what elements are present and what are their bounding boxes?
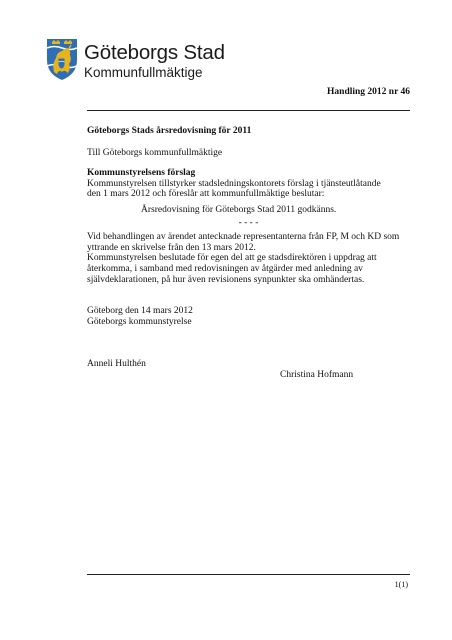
note-line-1: Vid behandlingen av ärendet antecknade representanterna från FP, M och KD som <box>87 232 400 243</box>
assignment-line-3: självdeklarationen, på hur även revisionens synpunkter ska omhändertas. <box>87 274 365 285</box>
signatory-left: Anneli Hulthén <box>87 359 146 370</box>
org-subtitle: Kommunfullmäktige <box>84 65 203 80</box>
city-crest-icon <box>44 36 80 82</box>
place-date: Göteborg den 14 mars 2012 <box>87 306 193 317</box>
note-line-2: yttrande en skrivelse från den 13 mars 2012. <box>87 242 256 253</box>
header-divider <box>87 110 410 111</box>
recipient-line: Till Göteborgs kommunfullmäktige <box>87 147 223 158</box>
board-name: Göteborgs kommunstyrelse <box>87 316 192 327</box>
assignment-line-2: återkomma, i samband med redovisningen av åtgärder med anledning av <box>87 263 363 274</box>
proposal-line-1: Kommunstyrelsen tillstyrker stadsledningskontorets förslag i tjänsteutlåtande <box>87 178 381 189</box>
decision-text: Årsredovisning för Göteborgs Stad 2011 godkänns. <box>141 204 337 215</box>
org-name: Göteborgs Stad <box>84 41 225 64</box>
signatory-right: Christina Hofmann <box>280 370 354 381</box>
org-logo <box>44 36 225 84</box>
signature-block <box>87 359 417 381</box>
separator-text: - - - - <box>238 217 259 228</box>
page-number: 1(1) <box>394 580 408 589</box>
document-title: Göteborgs Stads årsredovisning för 2011 <box>87 126 252 136</box>
footer-divider <box>87 574 410 575</box>
document-body <box>87 126 417 381</box>
proposal-line-2: den 1 mars 2012 och föreslår att kommunfullmäktige beslutar: <box>87 189 325 200</box>
handling-reference: Handling 2012 nr 46 <box>327 87 410 97</box>
assignment-line-1: Kommunstyrelsen beslutade för egen del att ge stadsdirektören i uppdrag att <box>87 253 377 264</box>
section-heading: Kommunstyrelsens förslag <box>87 168 196 179</box>
